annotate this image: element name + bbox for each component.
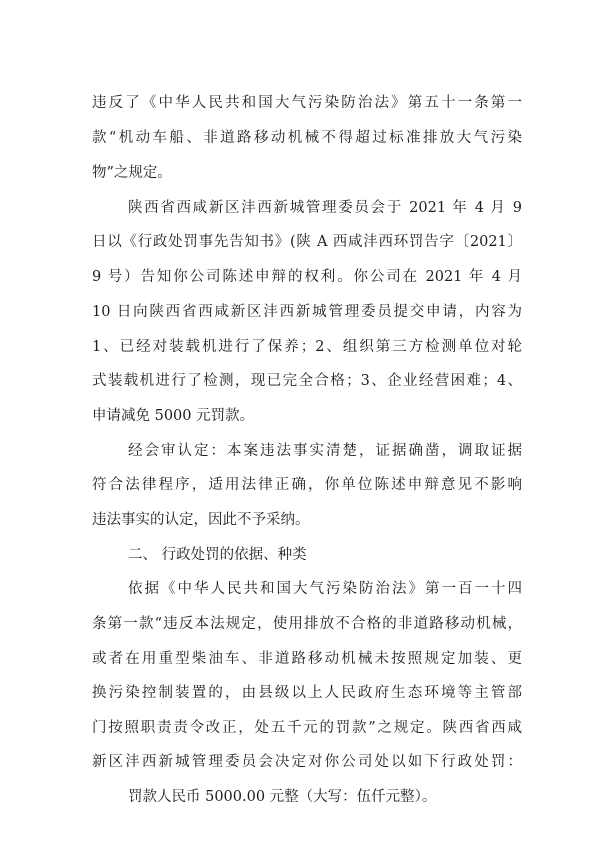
body-line: 10 日向陕西省西咸新区沣西新城管理委员提交申请，内容为 [92,304,522,320]
body-line: 符合法律程序，适用法律正确，你单位陈述申辩意见不影响 [92,477,522,493]
body-line: 式装载机进行了检测，现已完全合格；3、企业经营困难；4、 [92,373,522,389]
body-line: 9 号）告知你公司陈述申辩的权利。你公司在 2021 年 4 月 [92,269,522,285]
body-line: 申请减免 5000 元罚款。 [92,408,255,424]
body-line: 物”之规定。 [92,165,172,181]
body-line: 违反了《中华人民共和国大气污染防治法》第五十一条第一 [92,95,522,111]
body-line: 换污染控制装置的，由县级以上人民政府生态环境等主管部 [92,685,522,701]
body-line: 陕西省西咸新区沣西新城管理委员会于 2021 年 4 月 9 [128,200,522,216]
body-line: 日以《行政处罚事先告知书》(陕 A 西咸沣西环罚告字〔2021〕 [92,234,522,250]
section-heading-2: 二、 行政处罚的依据、种类 [128,547,307,563]
body-line: 条第一款“违反本法规定，使用排放不合格的非道路移动机械， [92,616,522,632]
body-line: 1、已经对装载机进行了保养；2、组织第三方检测单位对轮 [92,339,522,355]
body-line: 依据《中华人民共和国大气污染防治法》第一百一十四 [128,581,522,597]
body-line: 或者在用重型柴油车、非道路移动机械未按照规定加装、更 [92,651,522,667]
penalty-amount-line: 罚款人民币 5000.00 元整（大写：伍仟元整）。 [128,789,437,805]
body-line: 门按照职责责令改正，处五千元的罚款”之规定。陕西省西咸 [92,720,522,736]
body-line: 新区沣西新城管理委员会决定对你公司处以如下行政处罚： [92,754,522,770]
body-line: 款“机动车船、非道路移动机械不得超过标准排放大气污染 [92,130,522,146]
body-line: 经会审认定：本案违法事实清楚，证据确凿，调取证据 [128,443,522,459]
body-line: 违法事实的认定，因此不予采纳。 [92,512,310,528]
